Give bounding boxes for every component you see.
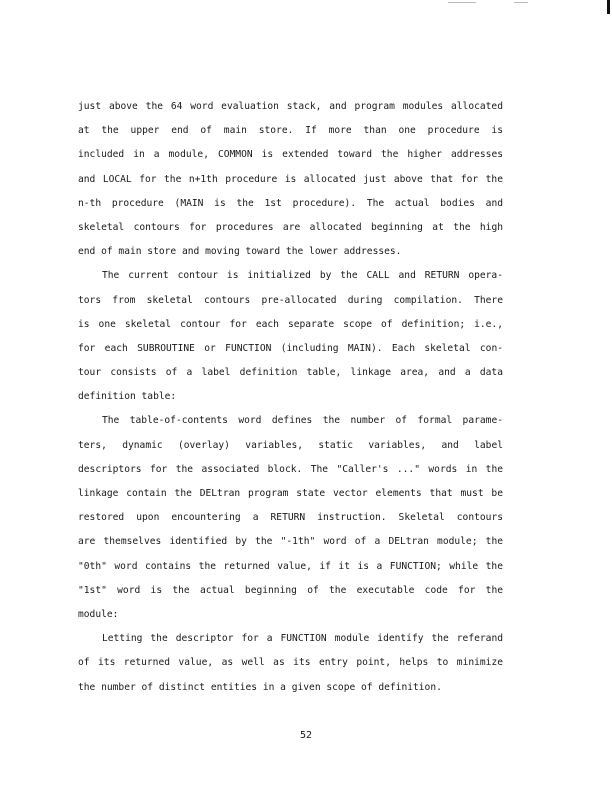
text-line: descriptors for the associated block. The "Caller's ..." words in the bbox=[78, 463, 503, 475]
text-line: skeletal contours for procedures are allocated beginning at the high bbox=[78, 221, 503, 233]
text-line: end of main store and moving toward the lower addresses. bbox=[78, 246, 402, 258]
text-line: "0th" word contains the returned value, if it is a FUNCTION; while the bbox=[78, 560, 503, 572]
text-line: of its returned value, as well as its entry point, helps to minimize bbox=[78, 657, 503, 669]
page-number: 52 bbox=[299, 730, 313, 741]
page-edge-mark bbox=[607, 0, 610, 14]
text-line: definition table: bbox=[78, 391, 177, 403]
text-line: "1st" word is the actual beginning of the executable code for the bbox=[78, 584, 503, 596]
text-line: tour consists of a label definition table, linkage area, and a data bbox=[78, 367, 503, 379]
scan-artifact bbox=[514, 2, 528, 3]
text-line: for each SUBROUTINE or FUNCTION (including MAIN). Each skeletal con- bbox=[78, 342, 503, 354]
text-line: ters, dynamic (overlay) variables, static variables, and label bbox=[78, 439, 503, 451]
text-line: The table-of-contents word defines the number of formal parame- bbox=[102, 415, 503, 427]
text-line: included in a module, COMMON is extended toward the higher addresses bbox=[78, 149, 503, 161]
text-line: Letting the descriptor for a FUNCTION module identify the referand bbox=[102, 633, 503, 645]
text-line: at the upper end of main store. If more than one procedure is bbox=[78, 125, 503, 137]
text-line: the number of distinct entities in a given scope of definition. bbox=[78, 681, 442, 693]
text-line: just above the 64 word evaluation stack, and program modules allocated bbox=[78, 101, 503, 112]
text-line: module: bbox=[78, 608, 119, 620]
text-line: is one skeletal contour for each separate scope of definition; i.e., bbox=[78, 318, 503, 330]
scan-artifact bbox=[448, 2, 476, 3]
text-line: restored upon encountering a RETURN instruction. Skeletal contours bbox=[78, 512, 503, 524]
text-line: linkage contain the DELtran program state vector elements that must be bbox=[78, 488, 503, 499]
text-line: The current contour is initialized by the CALL and RETURN opera- bbox=[102, 270, 503, 282]
text-line: and LOCAL for the n+1th procedure is allocated just above that for the bbox=[78, 173, 503, 185]
text-line: are themselves identified by the "-1th" word of a DELtran module; the bbox=[78, 536, 503, 548]
body-text bbox=[78, 95, 503, 700]
text-line: tors from skeletal contours pre-allocated during compilation. There bbox=[78, 294, 503, 306]
text-line: n-th procedure (MAIN is the 1st procedure). The actual bodies and bbox=[78, 197, 503, 209]
